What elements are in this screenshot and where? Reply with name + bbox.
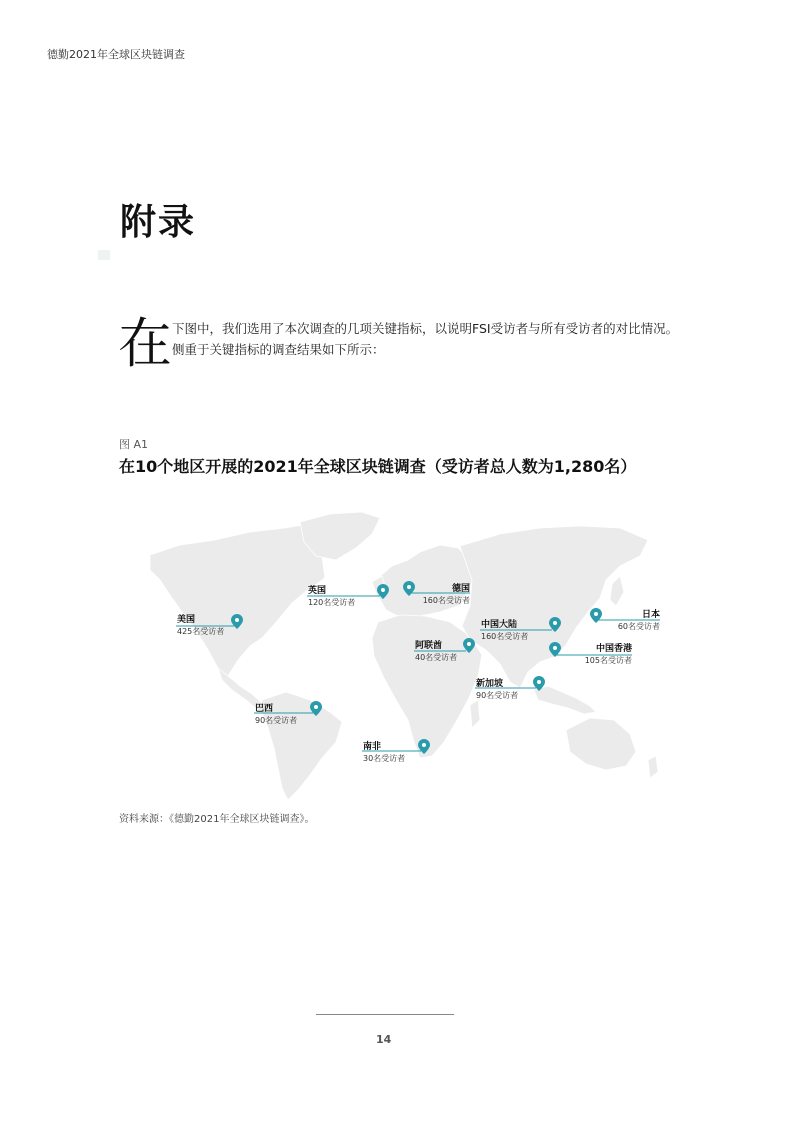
location-name: 新加坡 xyxy=(476,679,504,689)
page-number: 14 xyxy=(376,1033,392,1046)
drop-cap: 在 xyxy=(118,312,172,375)
location-count: 60名受访者 xyxy=(617,622,660,631)
figure-title: 在10个地区开展的2021年全球区块链调查（受访者总人数为1,280名） xyxy=(119,457,637,476)
location-count: 30名受访者 xyxy=(363,754,406,763)
location-name: 德国 xyxy=(451,584,470,594)
location-name: 中国香港 xyxy=(595,644,632,654)
japan-landmass xyxy=(610,576,624,606)
location-count: 90名受访者 xyxy=(476,691,519,700)
footer-divider xyxy=(316,1014,454,1015)
figure-label: 图 A1 xyxy=(119,438,149,451)
source-note: 资料来源：《德勤2021年全球区块链调查》。 xyxy=(119,814,315,825)
europe-landmass xyxy=(378,545,476,618)
location-name: 中国大陆 xyxy=(481,620,518,630)
location-name: 南非 xyxy=(363,742,382,752)
location-name: 阿联酋 xyxy=(415,641,443,651)
location-count: 425名受访者 xyxy=(177,627,225,636)
location-count: 160名受访者 xyxy=(422,596,470,605)
location-count: 160名受访者 xyxy=(481,632,529,641)
intro-text-line-1: 下图中，我们选用了本次调查的几项关键指标，以说明FSI受访者与所有受访者的对比情况。 xyxy=(172,321,679,336)
section-title: 附录 xyxy=(120,202,197,243)
running-header: 德勤2021年全球区块链调查 xyxy=(47,48,185,61)
australia-landmass xyxy=(566,718,636,770)
intro-text-line-2: 侧重于关键指标的调查结果如下所示： xyxy=(172,342,385,357)
location-count: 120名受访者 xyxy=(308,598,356,607)
location-name: 美国 xyxy=(177,615,196,625)
location-count: 90名受访者 xyxy=(255,716,298,725)
africa-landmass xyxy=(372,615,482,758)
location-count: 40名受访者 xyxy=(415,653,458,662)
south-america-landmass xyxy=(262,692,342,800)
location-name: 日本 xyxy=(641,610,660,620)
location-name: 巴西 xyxy=(255,704,274,714)
location-name: 英国 xyxy=(308,586,327,596)
location-count: 105名受访者 xyxy=(584,656,632,665)
